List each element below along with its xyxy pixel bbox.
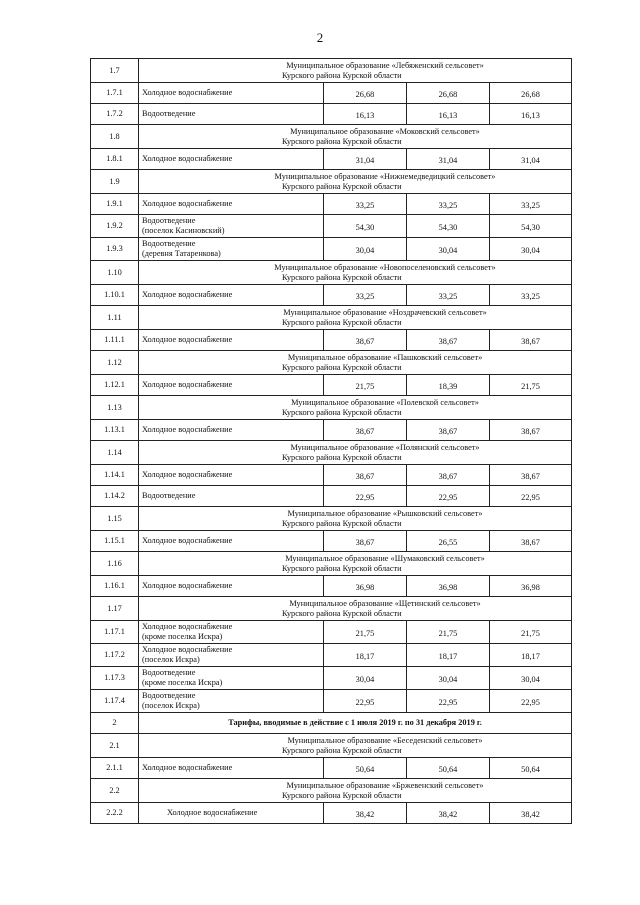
municipality-name: Муниципальное образование «Нижнемедведицкий сельсовет» xyxy=(274,171,496,181)
tariff-value: 50,64 xyxy=(490,758,572,779)
service-name: Холодное водоснабжение xyxy=(139,375,324,396)
tariff-row xyxy=(91,104,572,125)
municipality-title xyxy=(139,351,572,375)
tariff-value: 18,17 xyxy=(407,644,490,667)
tariff-row xyxy=(91,690,572,713)
row-number: 1.17 xyxy=(91,597,139,621)
service-name: Водоотведение xyxy=(139,104,324,125)
tariff-value: 38,67 xyxy=(324,465,407,486)
municipality-header-row xyxy=(91,441,572,465)
tariff-value: 21,75 xyxy=(324,621,407,644)
page-number: 2 xyxy=(316,30,324,45)
service-name xyxy=(139,667,324,690)
municipality-title xyxy=(139,59,572,83)
municipality-title xyxy=(139,170,572,194)
row-number: 1.12 xyxy=(91,351,139,375)
tariff-value: 26,68 xyxy=(324,83,407,104)
district-name: Курского района Курской области xyxy=(282,518,402,528)
service-name: Холодное водоснабжение xyxy=(139,803,324,824)
row-number: 1.11 xyxy=(91,306,139,330)
tariff-row xyxy=(91,531,572,552)
row-number: 1.13.1 xyxy=(91,420,139,441)
service-scope: (деревня Татаренкова) xyxy=(142,249,221,258)
tariff-value: 31,04 xyxy=(490,149,572,170)
municipality-name: Муниципальное образование «Пашковский сельсовет» xyxy=(287,352,483,362)
tariff-row xyxy=(91,644,572,667)
row-number: 2.2 xyxy=(91,779,139,803)
district-name: Курского района Курской области xyxy=(282,181,402,191)
municipality-name: Муниципальное образование «Лебяженский сельсовет» xyxy=(286,60,484,70)
service-scope: (поселок Искра) xyxy=(142,655,200,664)
municipality-header-row xyxy=(91,59,572,83)
municipality-header-row xyxy=(91,125,572,149)
municipality-title xyxy=(139,597,572,621)
row-number: 1.7.2 xyxy=(91,104,139,125)
tariff-row xyxy=(91,486,572,507)
municipality-name: Муниципальное образование «Полянский сельсовет» xyxy=(290,442,480,452)
municipality-title xyxy=(139,396,572,420)
municipality-header-row xyxy=(91,261,572,285)
district-name: Курского района Курской области xyxy=(282,745,402,755)
tariff-row xyxy=(91,238,572,261)
service-name: Холодное водоснабжение xyxy=(139,576,324,597)
service-name xyxy=(139,621,324,644)
tariff-value: 21,75 xyxy=(407,621,490,644)
row-number: 1.11.1 xyxy=(91,330,139,351)
tariff-value: 36,98 xyxy=(407,576,490,597)
tariff-value: 30,04 xyxy=(490,238,572,261)
row-number: 1.17.4 xyxy=(91,690,139,713)
tariff-row xyxy=(91,420,572,441)
tariff-value: 54,30 xyxy=(490,215,572,238)
row-number: 1.7.1 xyxy=(91,83,139,104)
tariff-value: 36,98 xyxy=(490,576,572,597)
tariff-value: 26,55 xyxy=(407,531,490,552)
tariff-value: 50,64 xyxy=(407,758,490,779)
service-name xyxy=(139,238,324,261)
tariff-value: 26,68 xyxy=(490,83,572,104)
municipality-header-row xyxy=(91,396,572,420)
tariff-value: 38,67 xyxy=(324,531,407,552)
municipality-title xyxy=(139,306,572,330)
tariff-value: 38,67 xyxy=(490,420,572,441)
row-number: 1.15 xyxy=(91,507,139,531)
tariff-value: 54,30 xyxy=(407,215,490,238)
tariff-value: 38,67 xyxy=(324,330,407,351)
tariff-value: 18,17 xyxy=(490,644,572,667)
row-number: 2.1 xyxy=(91,734,139,758)
municipality-header-row xyxy=(91,779,572,803)
row-number: 1.13 xyxy=(91,396,139,420)
tariff-value: 38,42 xyxy=(324,803,407,824)
tariff-value: 22,95 xyxy=(324,690,407,713)
tariff-row xyxy=(91,465,572,486)
district-name: Курского района Курской области xyxy=(282,70,402,80)
tariff-value: 38,67 xyxy=(407,420,490,441)
municipality-name: Муниципальное образование «Беседенский сельсовет» xyxy=(287,735,483,745)
service-type: Водоотведение xyxy=(142,239,196,249)
tariff-value: 22,95 xyxy=(490,690,572,713)
service-scope: (поселок Касиновский) xyxy=(142,226,225,235)
tariff-value: 18,39 xyxy=(407,375,490,396)
tariff-value: 54,30 xyxy=(324,215,407,238)
row-number: 1.14.1 xyxy=(91,465,139,486)
tariff-value: 30,04 xyxy=(407,667,490,690)
municipality-title xyxy=(139,552,572,576)
row-number: 1.8.1 xyxy=(91,149,139,170)
tariff-value: 33,25 xyxy=(407,285,490,306)
row-number: 1.9.2 xyxy=(91,215,139,238)
municipality-name: Муниципальное образование «Моковский сельсовет» xyxy=(290,126,480,136)
tariff-value: 21,75 xyxy=(490,375,572,396)
municipality-header-row xyxy=(91,597,572,621)
tariff-value: 33,25 xyxy=(324,194,407,215)
tariff-value: 22,95 xyxy=(407,690,490,713)
row-number: 1.17.3 xyxy=(91,667,139,690)
municipality-header-row xyxy=(91,552,572,576)
service-type: Холодное водоснабжение xyxy=(142,622,233,632)
municipality-name: Муниципальное образование «Полевской сельсовет» xyxy=(291,397,479,407)
row-number: 1.17.2 xyxy=(91,644,139,667)
row-number: 1.15.1 xyxy=(91,531,139,552)
municipality-name: Муниципальное образование «Ноздрачевский сельсовет» xyxy=(283,307,487,317)
municipality-name: Муниципальное образование «Щетинский сельсовет» xyxy=(289,598,481,608)
service-scope: (кроме поселка Искра) xyxy=(142,632,223,641)
municipality-title xyxy=(139,125,572,149)
tariff-row xyxy=(91,149,572,170)
service-name xyxy=(139,690,324,713)
tariff-value: 22,95 xyxy=(490,486,572,507)
row-number: 1.14.2 xyxy=(91,486,139,507)
tariff-value: 31,04 xyxy=(407,149,490,170)
row-number: 2 xyxy=(91,713,139,734)
tariff-row xyxy=(91,285,572,306)
district-name: Курского района Курской области xyxy=(282,317,402,327)
row-number: 1.10.1 xyxy=(91,285,139,306)
row-number: 1.16.1 xyxy=(91,576,139,597)
tariff-row xyxy=(91,215,572,238)
service-name: Холодное водоснабжение xyxy=(139,330,324,351)
row-number: 1.9.3 xyxy=(91,238,139,261)
municipality-title xyxy=(139,779,572,803)
tariff-value: 18,17 xyxy=(324,644,407,667)
service-name: Холодное водоснабжение xyxy=(139,420,324,441)
tariff-row xyxy=(91,375,572,396)
municipality-name: Муниципальное образование «Бржевенский сельсовет» xyxy=(286,780,484,790)
row-number: 1.8 xyxy=(91,125,139,149)
municipality-title xyxy=(139,441,572,465)
tariff-value: 38,67 xyxy=(407,465,490,486)
tariff-value: 38,42 xyxy=(407,803,490,824)
service-name: Холодное водоснабжение xyxy=(139,194,324,215)
section-row xyxy=(91,713,572,734)
service-name: Холодное водоснабжение xyxy=(139,285,324,306)
tariff-value: 33,25 xyxy=(407,194,490,215)
municipality-title xyxy=(139,734,572,758)
tariff-value: 33,25 xyxy=(490,194,572,215)
tariff-table xyxy=(90,58,572,824)
district-name: Курского района Курской области xyxy=(282,790,402,800)
row-number: 2.1.1 xyxy=(91,758,139,779)
municipality-header-row xyxy=(91,734,572,758)
municipality-name: Муниципальное образование «Новопоселеновский сельсовет» xyxy=(274,262,496,272)
row-number: 1.9 xyxy=(91,170,139,194)
tariff-row xyxy=(91,621,572,644)
district-name: Курского района Курской области xyxy=(282,407,402,417)
tariff-value: 38,67 xyxy=(407,330,490,351)
tariff-value: 22,95 xyxy=(324,486,407,507)
tariff-value: 38,67 xyxy=(490,465,572,486)
tariff-value: 16,13 xyxy=(407,104,490,125)
service-type: Холодное водоснабжение xyxy=(142,645,233,655)
tariff-value: 33,25 xyxy=(324,285,407,306)
tariff-value: 16,13 xyxy=(324,104,407,125)
district-name: Курского района Курской области xyxy=(282,362,402,372)
service-type: Водоотведение xyxy=(142,691,196,701)
municipality-name: Муниципальное образование «Рышковский сельсовет» xyxy=(287,508,483,518)
tariff-value: 30,04 xyxy=(490,667,572,690)
municipality-title xyxy=(139,261,572,285)
municipality-header-row xyxy=(91,170,572,194)
tariff-value: 30,04 xyxy=(324,238,407,261)
tariff-row xyxy=(91,83,572,104)
row-number: 1.9.1 xyxy=(91,194,139,215)
tariff-row xyxy=(91,667,572,690)
tariff-value: 50,64 xyxy=(324,758,407,779)
municipality-header-row xyxy=(91,351,572,375)
row-number: 1.14 xyxy=(91,441,139,465)
service-name: Холодное водоснабжение xyxy=(139,465,324,486)
district-name: Курского района Курской области xyxy=(282,608,402,618)
row-number: 1.16 xyxy=(91,552,139,576)
tariff-row xyxy=(91,330,572,351)
row-number: 1.7 xyxy=(91,59,139,83)
municipality-header-row xyxy=(91,306,572,330)
service-type: Водоотведение xyxy=(142,216,196,226)
service-scope: (поселок Искра) xyxy=(142,701,200,710)
tariff-row xyxy=(91,194,572,215)
service-name: Водоотведение xyxy=(139,486,324,507)
municipality-name: Муниципальное образование «Шумаковский сельсовет» xyxy=(285,553,485,563)
tariff-value: 30,04 xyxy=(324,667,407,690)
row-number: 2.2.2 xyxy=(91,803,139,824)
row-number: 1.12.1 xyxy=(91,375,139,396)
tariff-value: 26,68 xyxy=(407,83,490,104)
tariff-row xyxy=(91,803,572,824)
tariff-value: 36,98 xyxy=(324,576,407,597)
service-scope: (кроме поселка Искра) xyxy=(142,678,223,687)
tariff-value: 38,67 xyxy=(324,420,407,441)
service-name xyxy=(139,215,324,238)
tariff-value: 22,95 xyxy=(407,486,490,507)
tariff-value: 38,42 xyxy=(490,803,572,824)
service-name: Холодное водоснабжение xyxy=(139,149,324,170)
tariff-value: 21,75 xyxy=(490,621,572,644)
district-name: Курского района Курской области xyxy=(282,136,402,146)
service-name: Холодное водоснабжение xyxy=(139,531,324,552)
tariff-value: 31,04 xyxy=(324,149,407,170)
service-name xyxy=(139,644,324,667)
district-name: Курского района Курской области xyxy=(282,452,402,462)
tariff-value: 38,67 xyxy=(490,330,572,351)
municipality-header-row xyxy=(91,507,572,531)
tariff-value: 16,13 xyxy=(490,104,572,125)
section-title: Тарифы, вводимые в действие с 1 июля 2019 г. по 31 декабря 2019 г. xyxy=(139,713,572,734)
district-name: Курского района Курской области xyxy=(282,563,402,573)
district-name: Курского района Курской области xyxy=(282,272,402,282)
tariff-row xyxy=(91,758,572,779)
service-name: Холодное водоснабжение xyxy=(139,758,324,779)
tariff-value: 21,75 xyxy=(324,375,407,396)
municipality-title xyxy=(139,507,572,531)
row-number: 1.17.1 xyxy=(91,621,139,644)
tariff-row xyxy=(91,576,572,597)
service-name: Холодное водоснабжение xyxy=(139,83,324,104)
tariff-value: 33,25 xyxy=(490,285,572,306)
service-type: Водоотведение xyxy=(142,668,196,678)
tariff-value: 30,04 xyxy=(407,238,490,261)
tariff-value: 38,67 xyxy=(490,531,572,552)
row-number: 1.10 xyxy=(91,261,139,285)
